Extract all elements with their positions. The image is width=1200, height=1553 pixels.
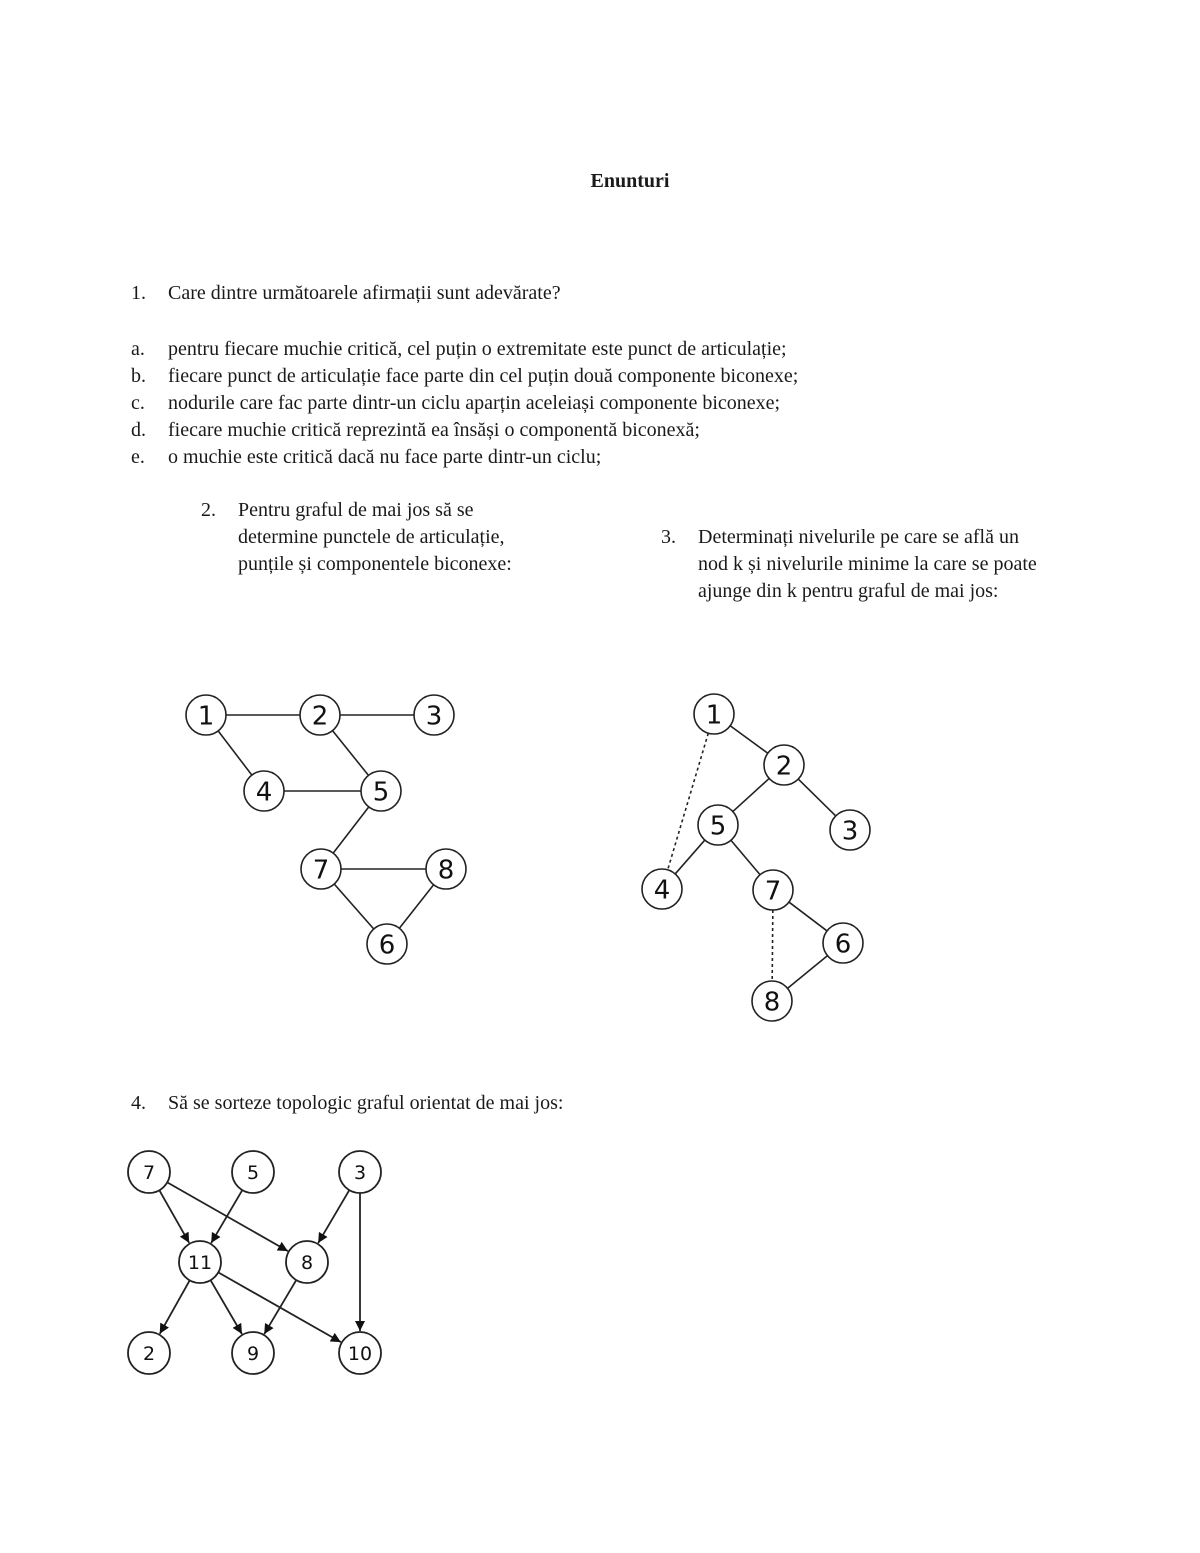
question-2-line: Pentru graful de mai jos să se [238,499,474,521]
option-text: nodurile care fac parte dintr-un ciclu aparțin aceleiași componente biconexe; [168,392,781,414]
graph-node-label: 8 [437,855,455,886]
graph-node-10 [339,1332,381,1374]
graph-node-label: 9 [246,1342,260,1365]
graph-node-3 [339,1151,381,1193]
graph-node-label: 4 [653,875,671,906]
graph-node-7 [128,1151,170,1193]
question-3-line: nod k și nivelurile minime la care se poate [698,553,1037,575]
graph-node-label: 2 [775,751,793,782]
graph-node-label: 2 [311,701,329,732]
graph-node-label: 3 [841,816,859,847]
option-text: pentru fiecare muchie critică, cel puțin o extremitate este punct de articulație; [168,338,787,360]
graph-edge-7-11 [159,1190,189,1243]
graph-node-label: 5 [372,777,390,808]
graph-node-label: 1 [197,701,215,732]
graph-node-label: 7 [312,855,330,886]
question-3-line: Determinați nivelurile pe care se află un [698,526,1019,548]
graph-edge-3-8 [318,1190,349,1243]
graph-node-label: 6 [834,929,852,960]
graph-node-label: 4 [255,777,273,808]
graph-node-label: 8 [763,987,781,1018]
question-2-line: determine punctele de articulație, [238,526,505,548]
question-4-text: Să se sorteze topologic graful orientat de mai jos: [168,1092,564,1114]
option-letter: d. [131,419,146,441]
question-1-text: Care dintre următoarele afirmații sunt adevărate? [168,282,561,304]
graph-node-label: 6 [378,930,396,961]
graph-node-label: 3 [353,1161,367,1184]
graph-node-5 [232,1151,274,1193]
graph-node-label: 8 [300,1251,314,1274]
page-title: Enunturi [590,170,670,192]
graph-node-label: 11 [187,1251,213,1274]
question-3-number: 3. [661,526,676,548]
graph-node-label: 3 [425,701,443,732]
graph-node-2 [128,1332,170,1374]
option-letter: b. [131,365,146,387]
graph-node-9 [232,1332,274,1374]
graph-node-label: 10 [347,1342,373,1365]
question-4-number: 4. [131,1092,146,1114]
option-text: fiecare muchie critică reprezintă ea însăși o componentă biconexă; [168,419,700,441]
graph-node-label: 1 [705,700,723,731]
graph-node-label: 5 [709,811,727,842]
graph-node-8 [286,1241,328,1283]
option-letter: e. [131,446,145,468]
question-1-number: 1. [131,282,146,304]
graph-edge-11-9 [211,1280,242,1334]
graph-node-label: 7 [764,876,782,907]
graph-edge-11-2 [160,1280,190,1333]
graph-node-label: 7 [142,1161,156,1184]
option-text: o muchie este critică dacă nu face parte dintr-un ciclu; [168,446,602,468]
option-text: fiecare punct de articulație face parte din cel puțin două componente biconexe; [168,365,799,387]
graph-node-label: 5 [246,1161,260,1184]
graph-node-label: 2 [142,1342,156,1365]
graph-edge-8-9 [264,1280,296,1334]
question-3-line: ajunge din k pentru graful de mai jos: [698,580,999,602]
graph-edge-5-11 [211,1190,242,1243]
option-letter: a. [131,338,145,360]
question-2-number: 2. [201,499,216,521]
graph-node-11 [179,1241,221,1283]
question-2-line: punțile și componentele biconexe: [238,553,512,575]
option-letter: c. [131,392,145,414]
